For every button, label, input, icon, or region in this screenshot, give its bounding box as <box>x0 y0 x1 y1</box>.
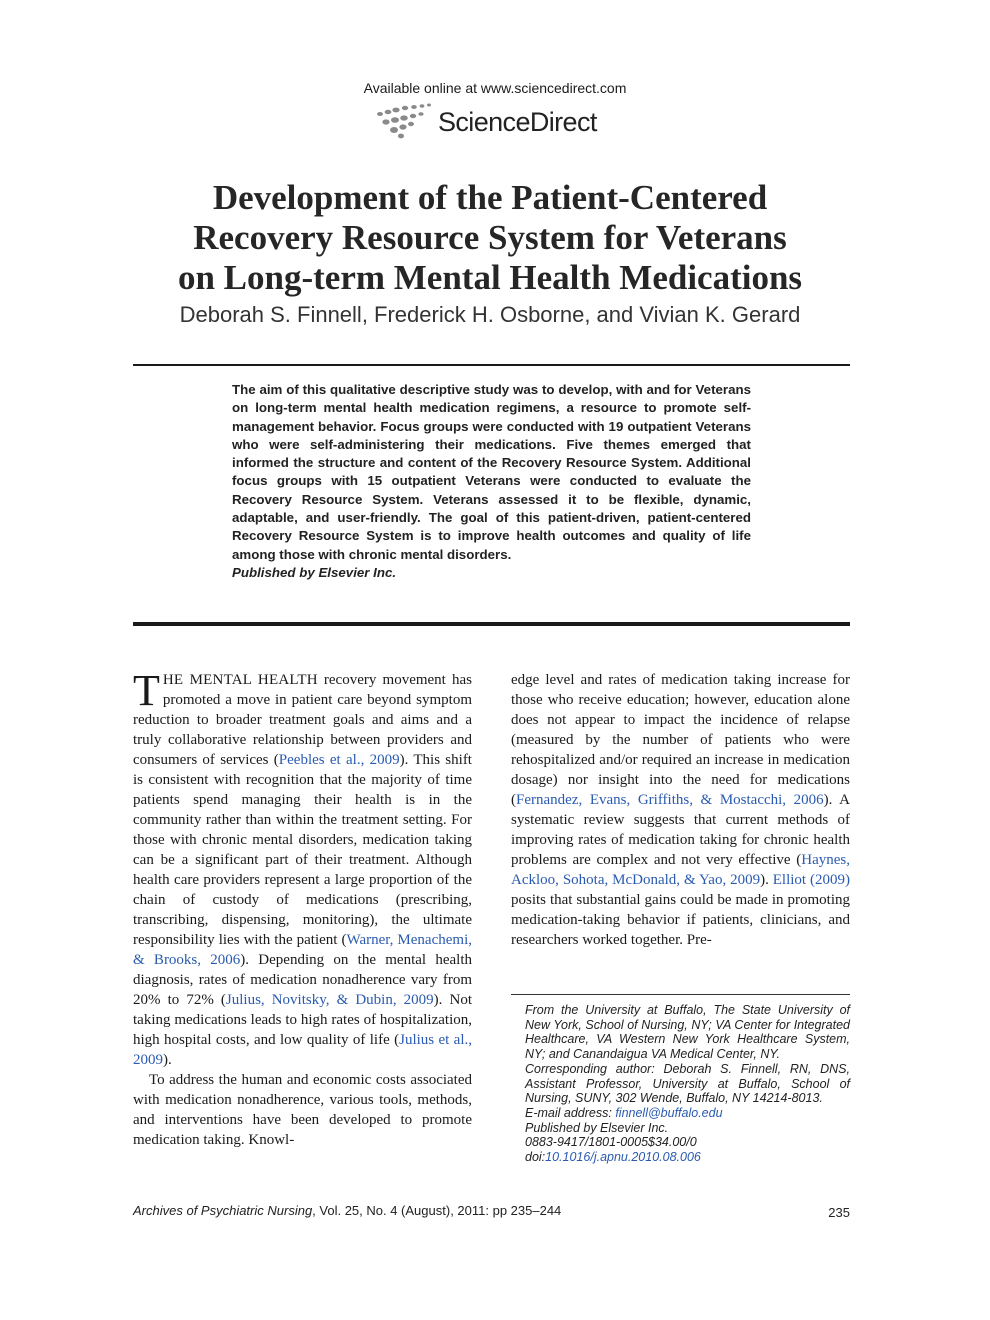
publisher-note: Published by Elsevier Inc. <box>525 1120 669 1135</box>
abstract-bottom-rule <box>133 622 850 626</box>
sciencedirect-wordmark: ScienceDirect <box>438 106 597 137</box>
page-number: 235 <box>828 1205 850 1220</box>
body-text: ). Not taking medications leads to high rates of hospitalization, high hospital costs, and low quality of life ( <box>133 992 472 1048</box>
available-online-notice: Available online at www.sciencedirect.com <box>363 80 627 96</box>
body-text: ). <box>163 1052 172 1068</box>
body-text: posits that substantial gains could be made in promoting medication-taking behavior if patients, clinicians, and researchers worked together. Pre- <box>511 892 850 948</box>
citation-link[interactable]: Fernandez, Evans, Griffiths, & Mostacchi, 2006 <box>516 792 824 808</box>
footnote-rule <box>511 994 850 995</box>
citation-link[interactable]: Elliot (2009) <box>772 872 850 888</box>
doi-label: doi: <box>525 1150 546 1165</box>
citation-link[interactable]: Julius, Novitsky, & Dubin, 2009 <box>225 992 434 1008</box>
journal-footer <box>133 1203 561 1218</box>
title-line: on Long-term Mental Health Medications <box>177 258 803 297</box>
body-text: ). A systematic review suggests that current methods of improving rates of medication taking for chronic health problems are complex and not very effective ( <box>511 792 851 868</box>
citation-link[interactable]: Peebles et al., 2009 <box>278 752 400 768</box>
abstract-text: The aim of this qualitative descriptive study was to develop, with and for Veterans on long-term mental health medication regimens, a resource to promote self-management behavior. Focus groups were conducted with 19 outpatient Veterans who were self-administering their medications. Five themes emerged that informed the structure and content of the Recovery Resource System. Additional focus groups with 15 outpatient Veterans were conducted to evaluate the Recovery Resource System. Veterans assessed it to be flexible, dynamic, adaptable, and user-friendly. The goal of this patient-driven, patient-centered Recovery Resource System is to improve health outcomes and quality of life among those with chronic mental disorders. <box>232 382 751 562</box>
body-text: ). Depending on the mental health diagnosis, rates of medication nonadherence vary from 20% to 72% ( <box>133 952 472 1008</box>
drop-cap: T <box>133 666 160 715</box>
abstract <box>232 381 751 582</box>
email-label: E-mail address: <box>525 1105 616 1120</box>
body-text: ). This shift is consistent with recognition that the majority of time patients spend managing their health is in the community rather than within the treatment setting. For those with chronic mental disorders, medication taking can be a significant part of their treatment. Although health care providers represent a large proportion of the chain of custody of medications (prescribing, transcribing, dispensing, monitoring), the ultimate responsibility lies with the patient ( <box>133 752 472 948</box>
citation-link[interactable]: Haynes, Ackloo, Sohota, McDonald, & Yao, 2009 <box>511 852 850 888</box>
footnotes <box>511 1003 850 1165</box>
body-paragraph: To address the human and economic costs associated with medication nonadherence, various tools, methods, and interventions have been developed to promote medication taking. Knowl- <box>133 1072 472 1148</box>
journal-name: Archives of Psychiatric Nursing <box>133 1203 313 1218</box>
abstract-top-rule <box>133 364 850 366</box>
body-paragraph <box>133 666 472 1070</box>
email-link[interactable]: finnell@buffalo.edu <box>615 1105 723 1120</box>
sciencedirect-brand <box>374 100 597 144</box>
sciencedirect-dots-logo-icon <box>374 102 434 142</box>
body-column-left <box>133 666 472 1150</box>
abstract-publisher-note: Published by Elsevier Inc. <box>232 564 397 580</box>
citation-link[interactable]: Julius et al., 2009 <box>133 1032 472 1068</box>
citation-link[interactable]: Warner, Menachemi, & Brooks, 2006 <box>133 932 472 968</box>
article-title <box>100 178 880 298</box>
affiliation-note: From the University at Buffalo, The State University of New York, School of Nursing, NY; VA Center for Integrated Healthcare, VA Western New York Healthcare System, NY; and Canandaigua VA Medical Center, NY. <box>525 1003 850 1062</box>
issn-note: 0883-9417/1801-0005$34.00/0 <box>525 1135 697 1150</box>
body-text: recovery movement has promoted a move in patient care beyond symptom reduction to broader treatment goals and aims and a truly collaborative relationship between providers and consumers of services ( <box>133 672 472 768</box>
body-column-right <box>511 670 850 950</box>
lead-in-caps: HE MENTAL HEALTH <box>162 672 318 688</box>
journal-citation: , Vol. 25, No. 4 (August), 2011: pp 235–244 <box>312 1203 562 1218</box>
corresponding-author-note: Corresponding author: Deborah S. Finnell, RN, DNS, Assistant Professor, University at Buffalo, School of Nursing, SUNY, 302 Wende, Buffalo, NY 14214-8013. <box>525 1061 850 1106</box>
email-note <box>511 1106 850 1121</box>
title-line: Recovery Resource System for Veterans <box>193 218 787 257</box>
body-text: edge level and rates of medication taking increase for those who receive education; however, education alone does not appear to impact the incidence of relapse (measured by the number of patients who were rehospitalized and/or required an increase in medication dosage) nor insight into the need for medications ( <box>511 672 850 808</box>
doi-note <box>511 1150 850 1165</box>
body-text: ). <box>760 872 773 888</box>
body-paragraph <box>511 670 850 950</box>
title-line: Development of the Patient-Centered <box>212 178 768 217</box>
author-list: Deborah S. Finnell, Frederick H. Osborne, and Vivian K. Gerard <box>179 302 801 327</box>
doi-link[interactable]: 10.1016/j.apnu.2010.08.006 <box>545 1150 701 1165</box>
